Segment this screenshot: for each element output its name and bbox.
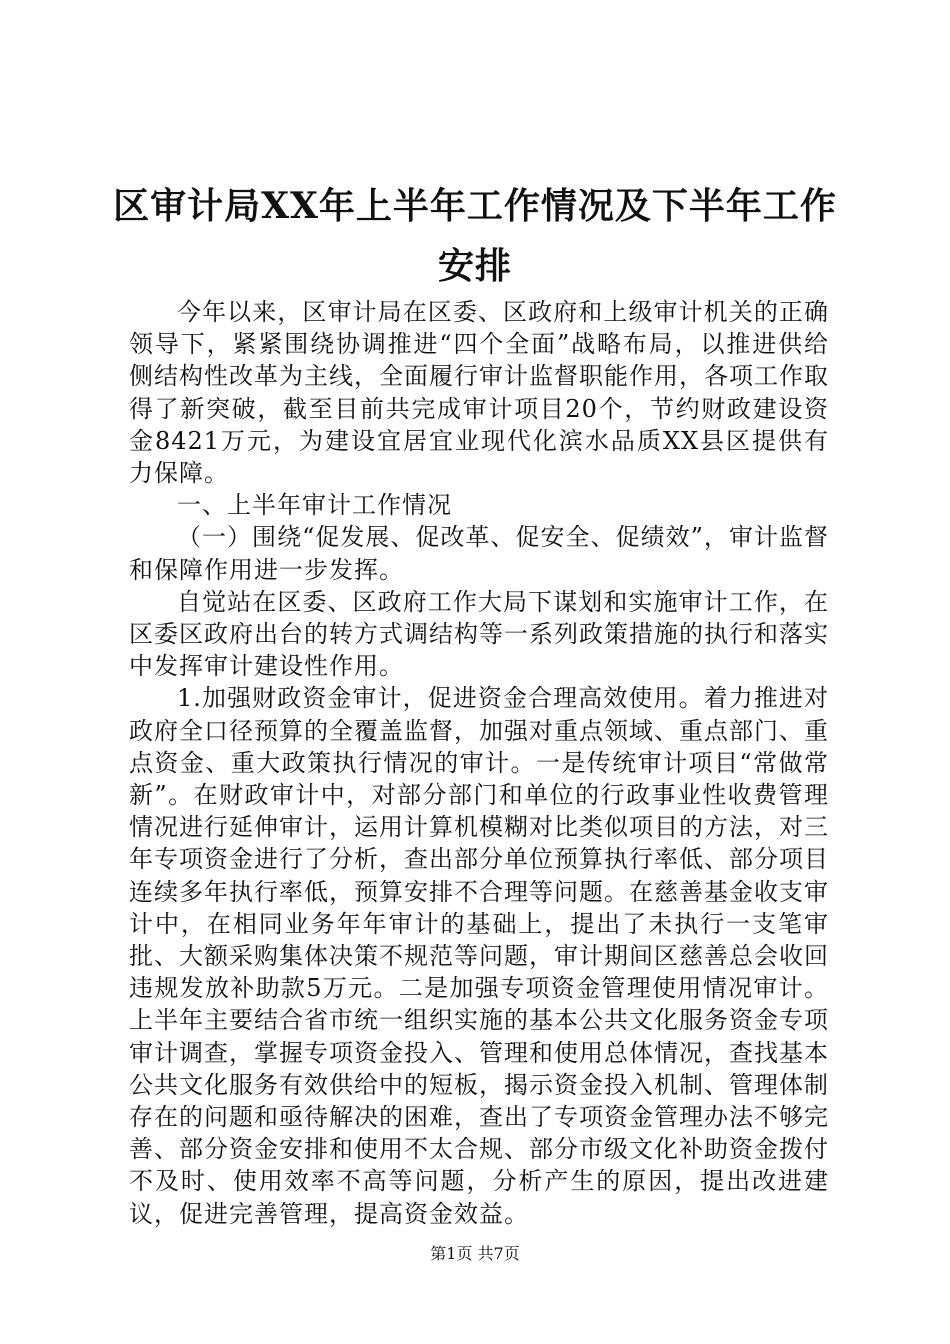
subsection-heading: （一）围绕“促发展、促改革、促安全、促绩效”，审计监督和保障作用进一步发挥。	[129, 523, 829, 584]
body-paragraph: 1.加强财政资金审计，促进资金合理高效使用。着力推进对政府全口径预算的全覆盖监督，加强对重点领域、重点部门、重点资金、重大政策执行情况的审计。一是传统审计项目“常做常新”。在财政审计中，对部分部门和单位的行政事业性收费管理情况进行延伸审计，运用计算机模糊对比类似项目的方法，对三年专项资金进行了分析，查出部分单位预算执行率低、部分项目连续多年执行率低，预算安排不合理等问题。在慈善基金收支审计中，在相同业务年年审计的基础上，提出了未执行一支笔审批、大额采购集体决策不规范等问题，审计期间区慈善总会收回违规发放补助款5万元。二是加强专项资金管理使用情况审计。上半年主要结合省市统一组织实施的基本公共文化服务资金专项审计调查，掌握专项资金投入、管理和使用总体情况，查找基本公共文化服务有效供给中的短板，揭示资金投入机制、管理体制存在的问题和亟待解决的困难，查出了专项资金管理办法不够完善、部分资金安排和使用不太合规、部分市级文化补助资金拨付不及时、使用效率不高等问题，分析产生的原因，提出改进建议，促进完善管理，提高资金效益。	[129, 684, 829, 1228]
page-footer: 第1页 共7页	[430, 1244, 520, 1263]
document-title: 区审计局XX年上半年工作情况及下半年工作安排	[113, 185, 837, 287]
document-body	[129, 296, 829, 1230]
body-paragraph: 自觉站在区委、区政府工作大局下谋划和实施审计工作，在区委区政府出台的转方式调结构等一系列政策措施的执行和落实中发挥审计建设性作用。	[129, 587, 829, 681]
section-heading: 一、上半年审计工作情况	[177, 491, 452, 520]
intro-paragraph: 今年以来，区审计局在区委、区政府和上级审计机关的正确领导下，紧紧围绕协调推进“四个全面”战略布局，以推进供给侧结构性改革为主线，全面履行审计监督职能作用，各项工作取得了新突破，截至目前共完成审计项目20个，节约财政建设资金8421万元，为建设宜居宜业现代化滨水品质XX县区提供有力保障。	[129, 298, 829, 488]
